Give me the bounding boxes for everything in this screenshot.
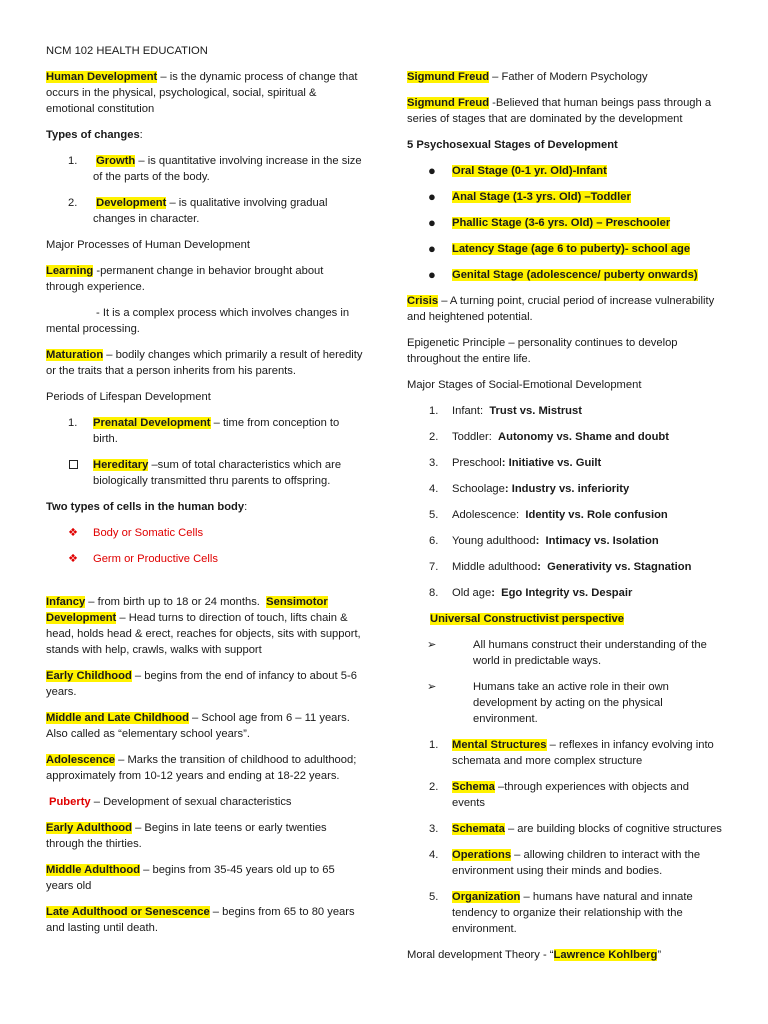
cells-heading: Two types of cells in the human body: [46, 501, 248, 513]
term-mental-structures: Mental Structures [452, 739, 547, 751]
term-middle-adulthood: Middle Adulthood [46, 864, 141, 876]
term-prenatal-development: Prenatal Development [93, 417, 211, 429]
bullet-dot-icon: ● [428, 215, 436, 230]
term-human-development: Human Development [46, 71, 158, 83]
early-adulthood-definition: Early Adulthood – Begins in late teens or early twenties through the thirties. [46, 822, 327, 850]
list-item: ➢ All humans construct their understanding of the world in predictable ways. [407, 637, 725, 669]
middle-adulthood-definition: Middle Adulthood – begins from 35-45 years old up to 65 years old [46, 864, 335, 892]
list-item: Hereditary –sum of total characteristics which are biologically transmitted thru parents to offspring. [46, 457, 364, 489]
list-item: ● Phallic Stage (3-6 yrs. Old) – Preschooler [407, 215, 725, 231]
moral-development-theory: Moral development Theory - “Lawrence Kohlberg” [407, 949, 662, 961]
types-of-changes-heading: Types of changes: [46, 129, 143, 141]
term-early-adulthood: Early Adulthood [46, 822, 132, 834]
term-maturation: Maturation [46, 349, 104, 361]
list-item: ● Genital Stage (adolescence/ puberty onwards) [407, 267, 725, 283]
diamond-bullet-icon: ❖ [68, 553, 79, 565]
term-lawrence-kohlberg: Lawrence Kohlberg [553, 949, 658, 961]
bullet-dot-icon: ● [428, 267, 436, 282]
term-schemata: Schemata [452, 823, 505, 835]
list-item: 3. Schemata – are building blocks of cognitive structures [429, 823, 722, 835]
arrowhead-bullet-icon: ➢ [427, 639, 437, 651]
learning-note: - It is a complex process which involves changes in mental processing. [46, 307, 350, 335]
infancy-definition: Infancy – from birth up to 18 or 24 months. Sensimotor Development – Head turns to direction of touch, lifts chain & head, holds head & erect, reaches for objects, sits with support, stands with help, crawls, walks with support [46, 596, 361, 656]
term-sensimotor-development: Sensimotor Development [46, 596, 328, 624]
list-item: 3. Preschool: Initiative vs. Guilt [429, 457, 602, 469]
middle-late-childhood-definition: Middle and Late Childhood – School age from 6 – 11 years. Also called as “elementary school years”. [46, 712, 350, 740]
list-item: 4. Schoolage: Industry vs. inferiority [429, 483, 630, 495]
list-item: 2. Development – is qualitative involving gradual changes in character. [68, 197, 328, 225]
list-item: 1. Mental Structures – reflexes in infancy evolving into schemata and more complex structure [429, 739, 714, 767]
right-column [407, 69, 725, 973]
psychosexual-heading: 5 Psychosexual Stages of Development [407, 139, 618, 151]
list-item: ● Anal Stage (1-3 yrs. Old) –Toddler [407, 189, 725, 205]
term-early-childhood: Early Childhood [46, 670, 132, 682]
term-sigmund-freud: Sigmund Freud [407, 71, 490, 83]
list-item: ● Latency Stage (age 6 to puberty)- school age [407, 241, 725, 257]
term-late-adulthood: Late Adulthood or Senescence [46, 906, 210, 918]
list-item: ❖ Germ or Productive Cells [46, 551, 364, 567]
list-item: ❖ Body or Somatic Cells [46, 525, 364, 541]
document-title: NCM 102 HEALTH EDUCATION [46, 45, 208, 57]
term-development: Development [96, 197, 167, 209]
list-item: 1. Prenatal Development – time from conception to birth. [68, 417, 340, 445]
list-item: 5. Adolescence: Identity vs. Role confusion [429, 509, 668, 521]
term-infancy: Infancy [46, 596, 86, 608]
term-crisis: Crisis [407, 295, 439, 307]
term-schema: Schema [452, 781, 495, 793]
list-item: 5. Organization – humans have natural and innate tendency to organize their relationship with the environment. [429, 891, 693, 935]
learning-definition: Learning -permanent change in behavior brought about through experience. [46, 265, 324, 293]
human-development-definition: Human Development – is the dynamic process of change that occurs in the physical, psychological, social, spiritual & emotional constitution [46, 71, 358, 115]
list-item: 1. Infant: Trust vs. Mistrust [429, 405, 582, 417]
list-item: 8. Old age: Ego Integrity vs. Despair [429, 587, 633, 599]
term-puberty: Puberty [49, 796, 91, 808]
periods-heading: Periods of Lifespan Development [46, 391, 211, 403]
arrowhead-bullet-icon: ➢ [427, 681, 437, 693]
freud-definition-1: Sigmund Freud – Father of Modern Psychology [407, 71, 648, 83]
adolescence-definition: Adolescence – Marks the transition of childhood to adulthood; approximately from 10-12 years and ending at 18-22 years. [46, 754, 357, 782]
checkbox-square-icon [69, 460, 78, 469]
bullet-dot-icon: ● [428, 189, 436, 204]
term-hereditary: Hereditary [93, 459, 149, 471]
list-item: 6. Young adulthood: Intimacy vs. Isolation [429, 535, 659, 547]
diamond-bullet-icon: ❖ [68, 527, 79, 539]
early-childhood-definition: Early Childhood – begins from the end of infancy to about 5-6 years. [46, 670, 357, 698]
term-sigmund-freud: Sigmund Freud [407, 97, 490, 109]
term-adolescence: Adolescence [46, 754, 116, 766]
term-operations: Operations [452, 849, 512, 861]
list-item: ➢ Humans take an active role in their own development by acting on the physical environment. [407, 679, 725, 727]
major-processes-heading: Major Processes of Human Development [46, 239, 250, 251]
list-item: ● Oral Stage (0-1 yr. Old)-Infant [407, 163, 725, 179]
social-emotional-heading: Major Stages of Social-Emotional Development [407, 379, 642, 391]
universal-constructivist-heading: Universal Constructivist perspective [430, 613, 624, 625]
list-item: 7. Middle adulthood: Generativity vs. Stagnation [429, 561, 692, 573]
maturation-definition: Maturation – bodily changes which primarily a result of heredity or the traits that a person inherits from his parents. [46, 349, 363, 377]
term-learning: Learning [46, 265, 94, 277]
crisis-definition: Crisis – A turning point, crucial period of increase vulnerability and heightened potential. [407, 295, 715, 323]
left-column [46, 43, 364, 946]
term-middle-late-childhood: Middle and Late Childhood [46, 712, 189, 724]
bullet-dot-icon: ● [428, 241, 436, 256]
list-item: 1. Growth – is quantitative involving increase in the size of the parts of the body. [68, 155, 362, 183]
puberty-definition: Puberty – Development of sexual characteristics [46, 794, 364, 810]
term-growth: Growth [96, 155, 136, 167]
list-item: 2. Schema –through experiences with objects and events [429, 781, 689, 809]
bullet-dot-icon: ● [428, 163, 436, 178]
term-organization: Organization [452, 891, 521, 903]
list-item: 2. Toddler: Autonomy vs. Shame and doubt [429, 431, 669, 443]
freud-definition-2: Sigmund Freud -Believed that human beings pass through a series of stages that are dominated by the development [407, 97, 712, 125]
list-item: 4. Operations – allowing children to interact with the environment using their minds and bodies. [429, 849, 701, 877]
late-adulthood-definition: Late Adulthood or Senescence – begins from 65 to 80 years and lasting until death. [46, 906, 355, 934]
epigenetic-principle: Epigenetic Principle – personality continues to develop throughout the entire life. [407, 337, 678, 365]
